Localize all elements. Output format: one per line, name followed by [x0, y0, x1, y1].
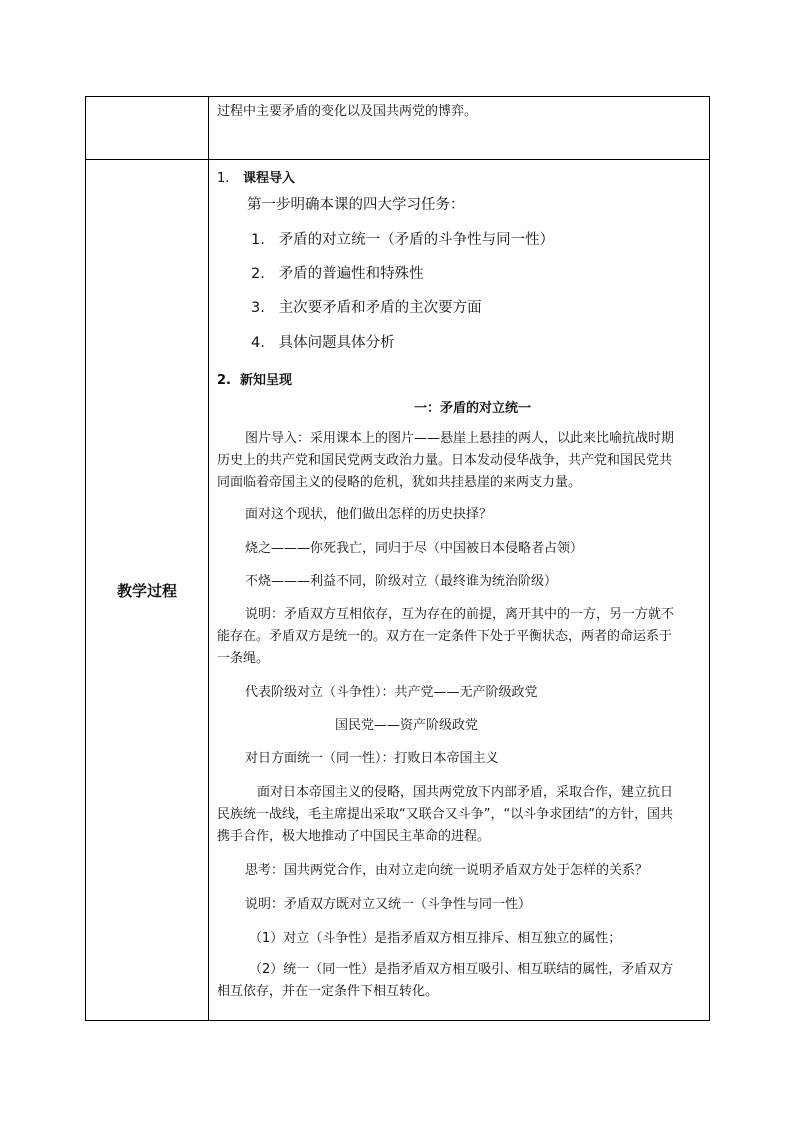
task-item: 1. 矛盾的对立统一（矛盾的斗争性与同一性）	[251, 232, 555, 248]
paragraph: 对日方面统一（同一性）：打败日本帝国主义	[245, 751, 499, 766]
paragraph: 国民党——资产阶级政党	[335, 718, 479, 733]
intro-text: 第一步明确本课的四大学习任务：	[247, 197, 465, 213]
task-item: 2. 矛盾的普遍性和特殊性	[251, 266, 424, 282]
paragraph: 图片导入：采用课本上的图片——悬崖上悬挂的两人，以此来比喻抗战时期历史上的共产党和国民党两支政治力量。日本发动侵华战争，共产党和国民党共同面临着帝国主义的侵略的危机，犹如共挂悬崖的来两支力量。	[217, 431, 675, 490]
row1-text: 过程中主要矛盾的变化以及国共两党的博弈。	[217, 104, 478, 119]
paragraph: 说明：矛盾双方互相依存，互为存在的前提，离开其中的一方，另一方就不能存在。矛盾双方是统一的。双方在一定条件下处于平衡状态，两者的命运系于一条绳。	[217, 607, 675, 666]
lesson-plan-table	[85, 96, 710, 1021]
label-cell-empty	[86, 97, 209, 160]
paragraph: 面对日本帝国主义的侵略，国共两党放下内部矛盾，采取合作，建立抗日民族统一战线，毛主席提出采取“又联合又斗争”，“以斗争求团结”的方针，国共携手合作，极大地推动了中国民主革命的进程。	[217, 785, 674, 844]
subheading: 一：矛盾的对立统一	[414, 401, 532, 416]
paragraph: 不烧———利益不同，阶级对立（最终谁为统治阶级）	[245, 574, 558, 589]
table-row	[86, 97, 710, 160]
task-item: 3. 主次要矛盾和矛盾的主次要方面	[251, 300, 482, 316]
paragraph: 面对这个现状，他们做出怎样的历史抉择？	[245, 507, 493, 522]
table-row	[86, 160, 710, 1021]
paragraph: 烧之———你死我亡，同归于尽（中国被日本侵略者占领）	[245, 541, 584, 556]
label-cell	[86, 160, 209, 1021]
paragraph: （2）统一（同一性）是指矛盾双方相互吸引、相互联结的属性，矛盾双方相互依存，并在一定条件下相互转化。	[217, 962, 674, 999]
paragraph: 说明：矛盾双方既对立又统一（斗争性与同一性）	[245, 897, 532, 912]
content-cell	[209, 160, 710, 1021]
paragraph: 代表阶级对立（斗争性）：共产党——无产阶级政党	[245, 685, 538, 700]
section-2-heading: 2. 新知呈现	[217, 373, 293, 388]
paragraph: （1）对立（斗争性）是指矛盾双方相互排斥、相互独立的属性；	[249, 931, 622, 946]
content-cell	[209, 97, 710, 160]
teaching-process-label: 教学过程	[116, 581, 177, 600]
paragraph: 思考：国共两党合作，由对立走向统一说明矛盾双方处于怎样的关系？	[245, 863, 649, 878]
task-item: 4. 具体问题具体分析	[251, 335, 395, 351]
section-1-heading: 1. 课程导入	[217, 171, 295, 186]
